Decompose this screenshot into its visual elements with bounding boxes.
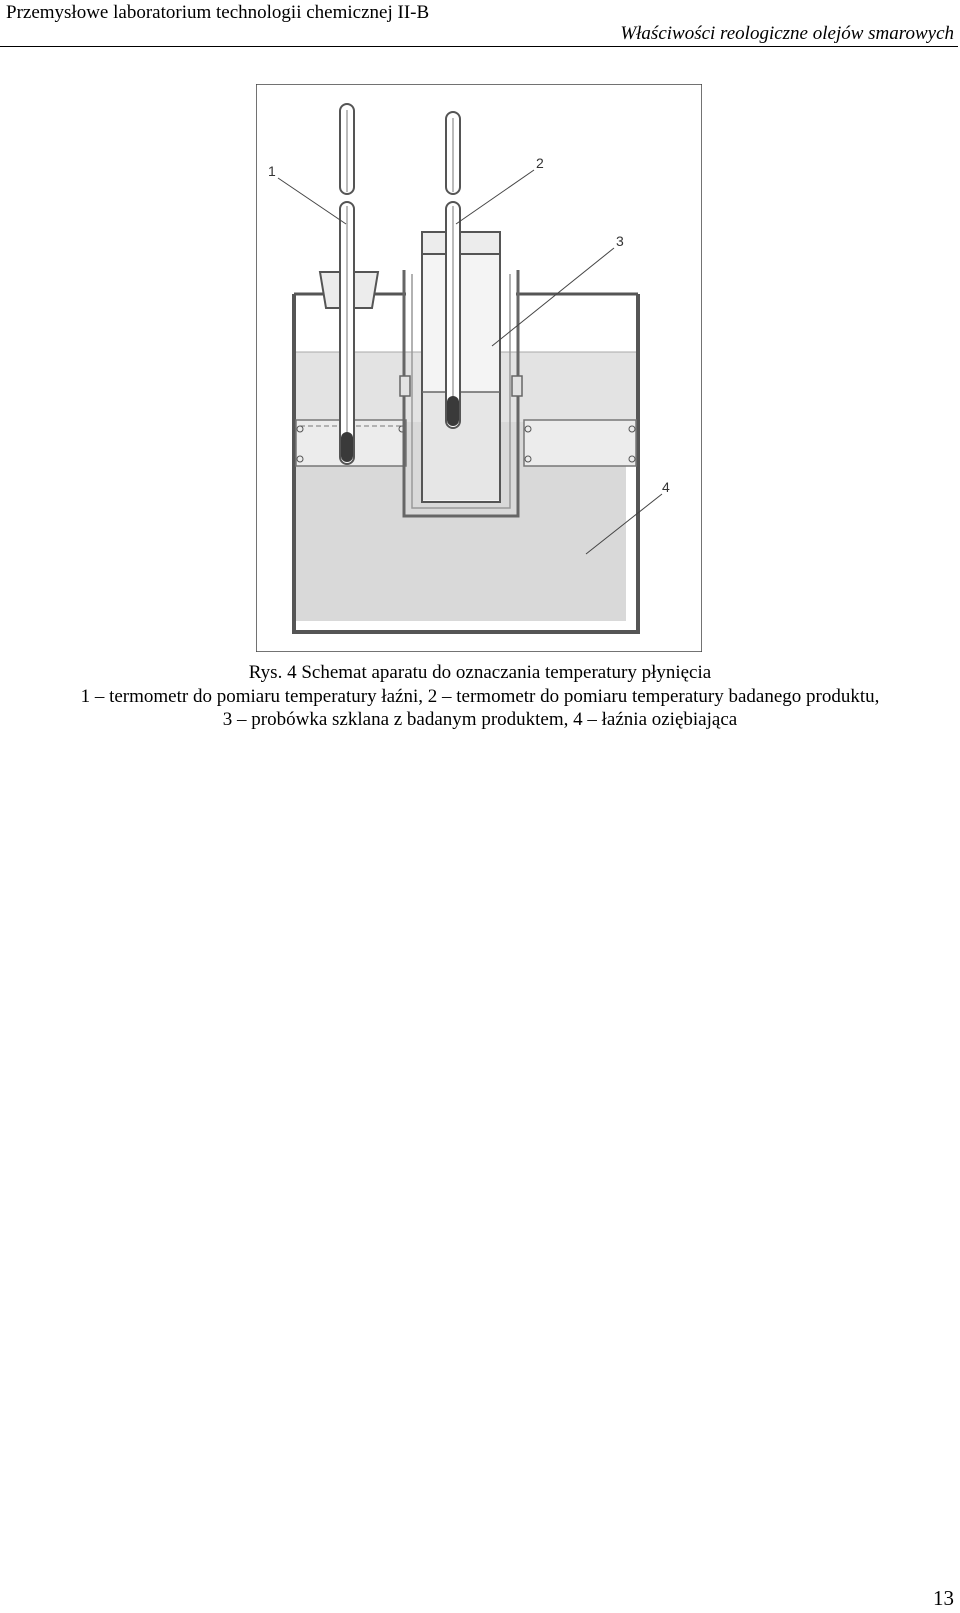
diagram-label-1: 1 — [268, 163, 276, 179]
diagram-label-2: 2 — [536, 155, 544, 171]
header-course-title: Przemysłowe laboratorium technologii chemicznej II-B — [6, 2, 430, 23]
page-header — [0, 0, 958, 47]
thermometer-1-bulb — [341, 432, 353, 462]
figure-caption-title: Rys. 4 Schemat aparatu do oznaczania temperatury płynięcia — [248, 662, 712, 683]
header-topic-title: Właściwości reologiczne olejów smarowych — [620, 23, 954, 44]
gasket-band-right — [524, 420, 636, 466]
figure-caption-legend-line-1: 1 – termometr do pomiaru temperatury łaźni, 2 – termometr do pomiaru temperatury badanego produktu, — [80, 686, 880, 707]
diagram-label-4: 4 — [662, 479, 670, 495]
diagram-label-3: 3 — [616, 233, 624, 249]
apparatus-diagram — [256, 84, 702, 652]
figure-caption-legend-line-2: 3 – probówka szklana z badanym produktem, 4 – łaźnia oziębiająca — [222, 709, 738, 730]
page-number: 13 — [933, 1586, 954, 1610]
thermometer-2-bulb — [447, 396, 459, 426]
